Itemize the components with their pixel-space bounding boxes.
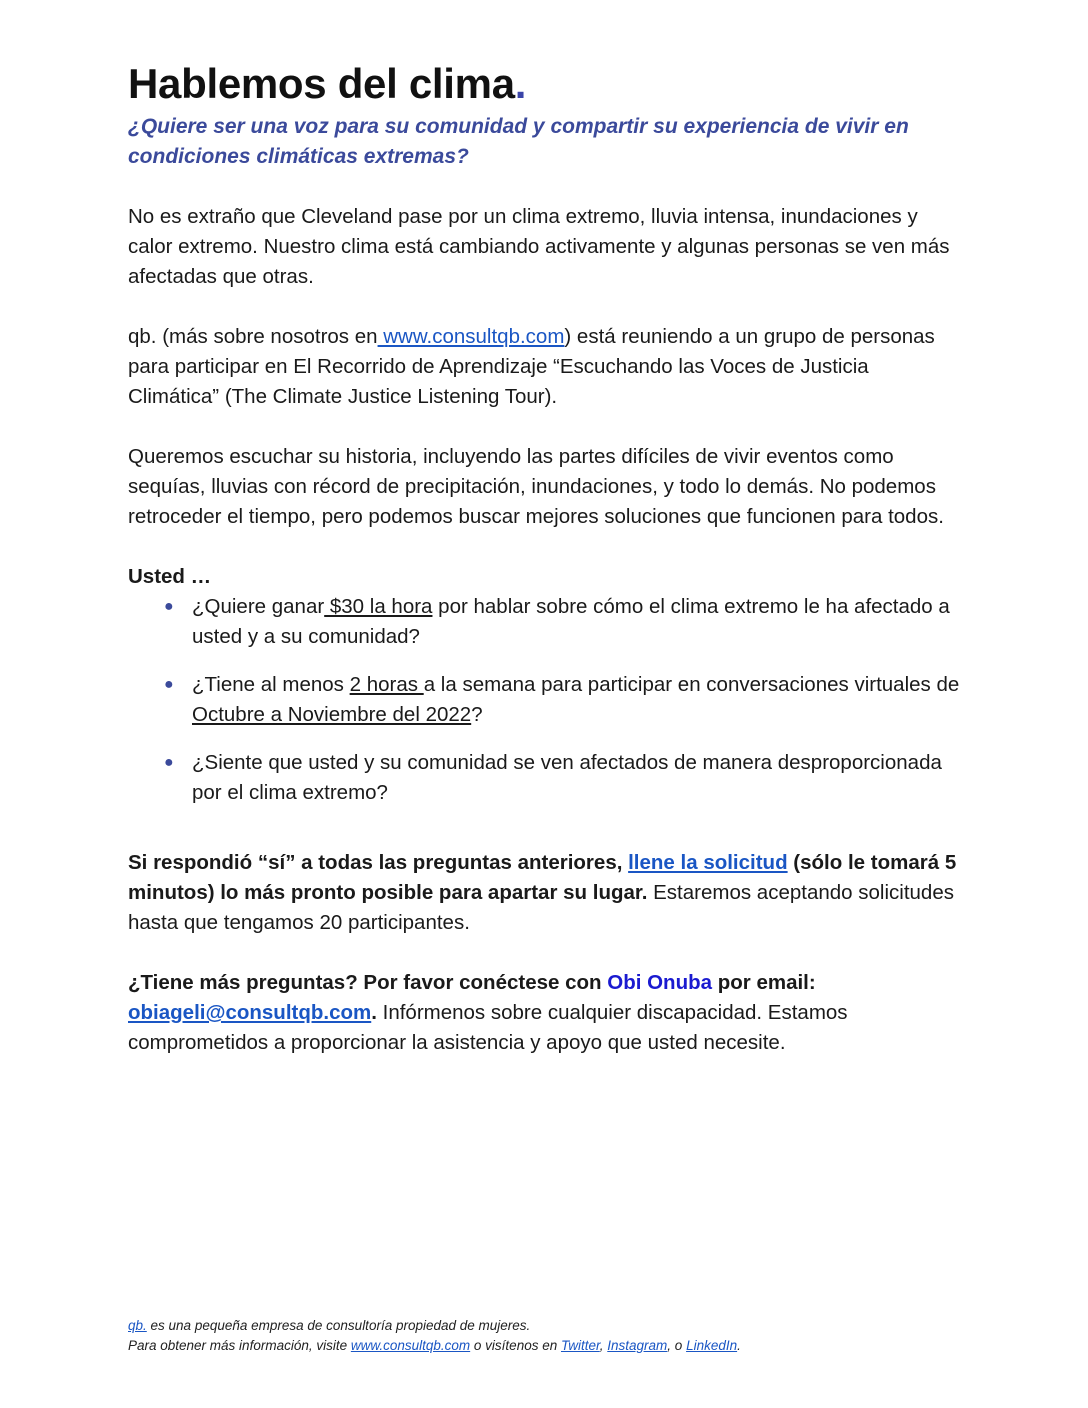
question-list (128, 592, 963, 808)
question-text: ¿Siente que usted y su comunidad se ven afectados de manera desproporcionada por el clima extremo? (192, 751, 942, 804)
about-text-before: qb. (más sobre nosotros en (128, 325, 378, 348)
apply-paragraph (128, 848, 963, 938)
intro-paragraph: No es extraño que Cleveland pase por un clima extremo, lluvia intensa, inundaciones y calor extremo. Nuestro clima está cambiando activamente y algunas personas se ven más afectadas que otras. (128, 205, 950, 288)
footer-text: Para obtener más información, visite (128, 1338, 351, 1353)
contact-paragraph (128, 968, 963, 1058)
instagram-link[interactable]: Instagram (607, 1338, 668, 1353)
website-link[interactable]: www.consultqb.com (377, 325, 565, 348)
spacer (128, 826, 963, 848)
spacer (128, 938, 963, 968)
contact-name-link[interactable]: Obi Onuba (607, 971, 713, 994)
footer-line-1 (128, 1316, 963, 1336)
page-footer (128, 1316, 963, 1356)
main-content (128, 56, 963, 1058)
apply-rest-text: Estaremos aceptando solicitudes hasta que tengamos 20 participantes. (128, 881, 954, 934)
question-text: a la semana para participar en conversaciones virtuales de (423, 673, 960, 696)
spacer (128, 412, 963, 442)
list-item (128, 670, 963, 730)
application-link[interactable]: llene la solicitud (628, 851, 788, 874)
list-item (128, 748, 963, 808)
spacer (128, 172, 963, 202)
question-text: ¿Quiere ganar (192, 595, 325, 618)
contact-bold-text: por email: (712, 971, 816, 994)
page-subtitle: ¿Quiere ser una voz para su comunidad y compartir su experiencia de vivir en condiciones climáticas extremas? (128, 115, 909, 168)
hours-commitment: 2 horas (349, 673, 424, 696)
question-text: por hablar sobre cómo el clima extremo le ha afectado a usted y a su comunidad? (192, 595, 950, 648)
contact-rest-text: Infórmenos sobre cualquier discapacidad. Estamos comprometidos a proporcionar la asistencia y apoyo que usted necesite. (128, 1001, 848, 1054)
title-dot: . (514, 60, 527, 107)
bullet-icon: ● (164, 598, 174, 615)
footer-text: . (737, 1338, 741, 1353)
footer-text: o visítenos en (470, 1338, 561, 1353)
about-text-after: ) está reuniendo a un grupo de personas para participar en El Recorrido de Aprendizaje “Escuchando las Voces de Justicia Climática” (The Climate Justice Listening Tour). (128, 325, 935, 408)
contact-bold-text: ¿Tiene más preguntas? Por favor conéctese con (128, 971, 608, 994)
usted-heading: Usted … (128, 565, 212, 588)
footer-text: , o (667, 1338, 687, 1353)
email-link[interactable]: obiageli@consultqb.com (128, 1001, 372, 1024)
question-text: ¿Tiene al menos (192, 673, 350, 696)
bullet-icon: ● (164, 676, 174, 693)
contact-period: . (371, 1001, 377, 1024)
about-paragraph (128, 322, 963, 412)
linkedin-link[interactable]: LinkedIn (686, 1338, 738, 1353)
apply-bold-text: Si respondió “sí” a todas las preguntas anteriores, (128, 851, 629, 874)
list-item (128, 592, 963, 652)
footer-text: , (599, 1338, 608, 1353)
spacer (128, 292, 963, 322)
page-title (128, 56, 963, 112)
bullet-icon: ● (164, 754, 174, 771)
spacer (128, 532, 963, 562)
footer-line-2 (128, 1336, 963, 1356)
qb-link[interactable]: qb. (128, 1318, 147, 1333)
twitter-link[interactable]: Twitter (560, 1338, 600, 1353)
footer-text: es una pequeña empresa de consultoría propiedad de mujeres. (146, 1318, 531, 1333)
footer-website-link[interactable]: www.consultqb.com (350, 1338, 471, 1353)
date-range: Octubre a Noviembre del 2022 (192, 703, 472, 726)
question-text: ? (471, 703, 483, 726)
apply-bold-text: (sólo le tomará 5 minutos) lo más pronto posible para apartar su lugar. (128, 851, 957, 904)
title-text: Hablemos del clima (128, 60, 515, 107)
pay-rate: $30 la hora (324, 595, 433, 618)
story-paragraph: Queremos escuchar su historia, incluyendo las partes difíciles de vivir eventos como sequías, lluvias con récord de precipitación, inundaciones, y todo lo demás. No podemos retroceder el tiempo, pero podemos buscar mejores soluciones que funcionen para todos. (128, 445, 944, 528)
